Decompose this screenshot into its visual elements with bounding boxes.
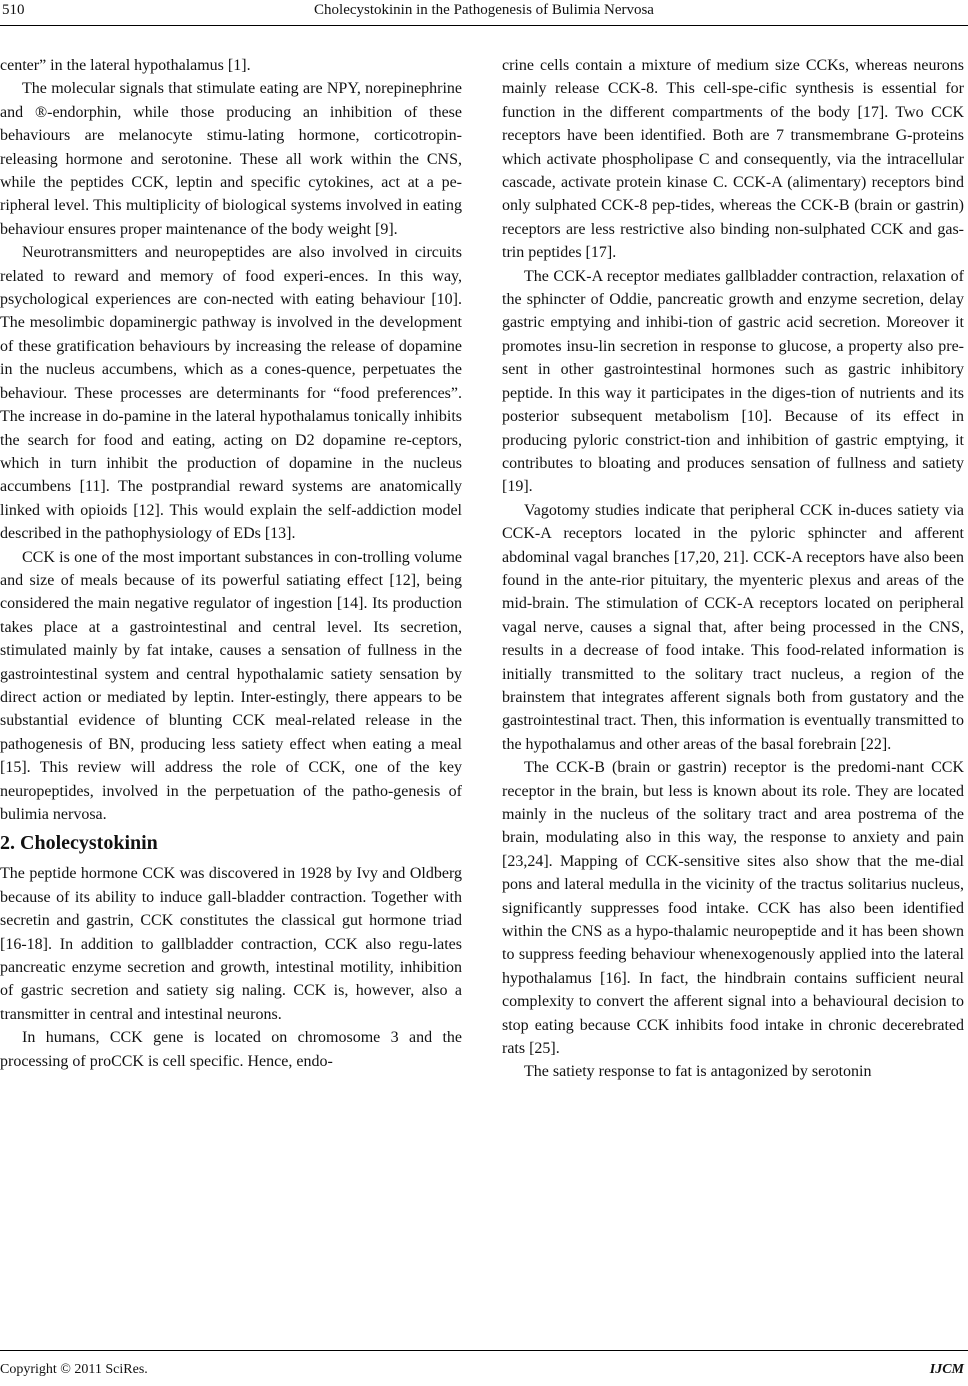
page-header: [0, 0, 968, 28]
header-divider: [0, 25, 968, 26]
paragraph: The CCK-A receptor mediates gallbladder contraction, relaxation of the sphincter of Oddie, pancreatic growth and enzyme secretion, delay gastric emptying and inhibi-tion of gastric acid secretion. Moreover it promotes insu-lin secretion in response to glucose, a property also pre-sent in other gastrointestinal hormones such as gastric inhibitory peptide. In this way it participates in the diges-tion of nutrients and its posterior subsequent metabolism [10]. Because of its effect in producing pyloric constrict-tion and inhibition of gastric emptying, it contributes to bloating and produces sensation of fullness and satiety [19].: [502, 267, 964, 496]
paragraph: The molecular signals that stimulate eating are NPY, norepinephrine and ®-endorphin, while those producing an inhibition of these behaviours are melanocyte stimu-lating hormone, corticotropin-releasing hormone and serotonine. These all work within the CNS, while the peptides CCK, leptin and specific cytokines, act at a pe-ripheral level. This multiplicity of biological systems involved in eating behaviour ensures proper maintenance of the body weight [9].: [0, 80, 462, 238]
paragraph: Vagotomy studies indicate that peripheral CCK in-duces satiety via CCK-A receptors located in the pyloric sphincter and afferent abdominal vagal branches [17,20, 21]. CCK-A receptors have also been found in the ante-rior pituitary, the myenteric plexus and areas of the mid-brain. The stimulation of CCK-A receptors located on peripheral vagal nerve, causes a signal that, after being processed in the CNS, results in a decrease of food intake. This food-related information is initially transmitted to the solitary tract nucleus, a region of the brainstem that integrates afferent signals both from gustatory and the gastrointestinal tract. Then, this information is eventually transmitted to the hypothalamus and other areas of the basal forebrain [22].: [502, 501, 964, 753]
right-column: [502, 54, 964, 1084]
section-heading: 2. Cholecystokinin: [0, 832, 158, 855]
left-column: [0, 54, 462, 1073]
paragraph: The satiety response to fat is antagonized by serotonin: [524, 1063, 872, 1081]
paragraph: In humans, CCK gene is located on chromosome 3 and the processing of proCCK is cell specific. Hence, endo-: [0, 1029, 462, 1070]
footer-divider: [0, 1350, 968, 1351]
page-number: 510: [2, 2, 25, 18]
paragraph: center” in the lateral hypothalamus [1].: [0, 57, 251, 74]
paragraph: The peptide hormone CCK was discovered in 1928 by Ivy and Oldberg because of its ability to induce gall-bladder contraction. Together with secretin and gastrin, CCK constitutes the classical gut hormone triad [16-18]. In addition to gallbladder contraction, CCK also regu-lates pancreatic enzyme secretion and growth, intestinal motility, inhibition of gastric secretion and satiety sig naling. CCK is, however, also a transmitter in central and intestinal neurons.: [0, 865, 462, 1023]
paragraph: crine cells contain a mixture of medium size CCKs, whereas neurons mainly release CCK-8. This cell-spe-cific synthesis is essential for function in the different compartments of the body [17]. Two CCK receptors have been identified. Both are 7 transmembrane G-proteins which activate phospholipase C and consequently, via the intracellular cascade, activate protein kinase C. CCK-A (alimentary) receptors bind only sulphated CCK-8 pep-tides, whereas the CCK-B (brain or gastrin) receptors are less restrictive also binding non-sulphated CCK and gas-trin peptides [17].: [502, 57, 964, 262]
paragraph: The CCK-B (brain or gastrin) receptor is the predomi-nant CCK receptor in the brain, but less is known about its role. They are located mainly in the nucleus of the solitary tract and area postrema of the brain, modulating also in this way, the response to anxiety and pain [23,24]. Mapping of CCK-sensitive sites also show that the me-dial pons and lateral medulla in the vicinity of the tractus solitarius nucleus, significantly suppresses food intake. CCK has also been identified within the CNS as a hypo-thalamic neuropeptide and it has been shown to suppress feeding behaviour whenexogenously applied into the lateral hypothalamus [16]. In fact, the hindbrain contains sufficient neural complexity to convert the afferent signal into a behavioural decision to stop eating because CCK inhibits food intake in chronic decerebrated rats [25].: [502, 759, 964, 1058]
paragraph: CCK is one of the most important substances in con-trolling volume and size of meals because of its powerful satiating effect [12], being considered the main negative regulator of ingestion [14]. Its production takes place at a gastrointestinal and central level. Its secretion, stimulated mainly by fat intake, causes a sensation of fullness in the gastrointestinal system and central hypothalamic satiety sensation by direct action or mediated by leptin. Inter-estingly, there appears to be substantial evidence of blunting CCK meal-related release in the pathogenesis of BN, producing less satiety effect when eating a meal [15]. This review will address the role of CCK, one of the key neuropeptides, involved in the perpetuation of the patho-genesis of bulimia nervosa.: [0, 548, 462, 823]
running-title: Cholecystokinin in the Pathogenesis of Bulimia Nervosa: [314, 2, 654, 18]
paragraph: Neurotransmitters and neuropeptides are also involved in circuits related to reward and memory of food experi-ences. In this way, psychological experiences are con-nected with eating behaviour [10]. The mesolimbic dopaminergic pathway is involved in the development of these gratification behaviours by increasing the release of dopamine in the nucleus accumbens, which as a cones-quence, perpetuates the behaviour. These processes are determinants for “food preferences”. The increase in do-pamine in the lateral hypothalamus tonically inhibits the search for food and eating, acting on D2 dopamine re-ceptors, which in turn inhibit the production of dopamine in the nucleus accumbens [11]. The postprandial reward systems are anatomically linked with opioids [12]. This would explain the self-addiction model described in the pathophysiology of EDs [13].: [0, 244, 462, 543]
copyright-notice: Copyright © 2011 SciRes.: [0, 1362, 148, 1377]
page-footer: [0, 1350, 968, 1380]
journal-abbreviation: IJCM: [929, 1362, 964, 1377]
